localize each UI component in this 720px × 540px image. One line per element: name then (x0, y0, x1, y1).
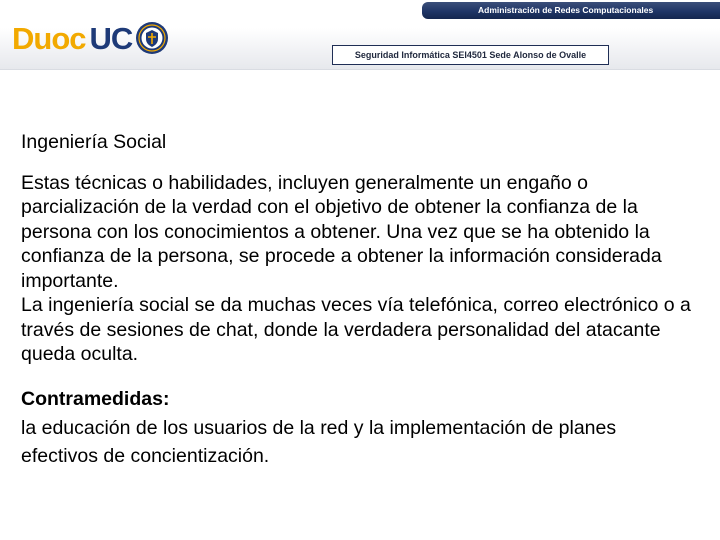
logo-duoc-text: Duoc (12, 20, 86, 56)
section-heading: Ingeniería Social (21, 131, 167, 153)
paragraph-channels: La ingeniería social se da muchas veces vía telefónica, correo electrónico o a través de sesiones de chat, donde la verdadera personalidad del atacante queda oculta. (21, 294, 691, 365)
countermeasures-text: la educación de los usuarios de la red y la implementación de planes efectivos de concientización. (21, 417, 617, 467)
university-seal-icon (135, 21, 169, 55)
logo-uc-text: UC (89, 20, 133, 56)
countermeasures-title: Contramedidas: (21, 387, 170, 410)
subject-box: Seguridad Informática SEI4501 Sede Alonso de Ovalle (332, 45, 609, 65)
slide-content (21, 130, 706, 470)
header-divider (0, 69, 720, 70)
slide-header (0, 0, 720, 70)
duoc-uc-logo (12, 16, 169, 60)
paragraph-techniques: Estas técnicas o habilidades, incluyen generalmente un engaño o parcialización de la verdad con el objetivo de obtener la confianza de la persona con los conocimientos a obtener. Una vez que se ha obtenido la confianza de la persona, se procede a obtener la información considerada importante. (21, 171, 662, 292)
course-tab: Administración de Redes Computacionales (422, 2, 720, 19)
